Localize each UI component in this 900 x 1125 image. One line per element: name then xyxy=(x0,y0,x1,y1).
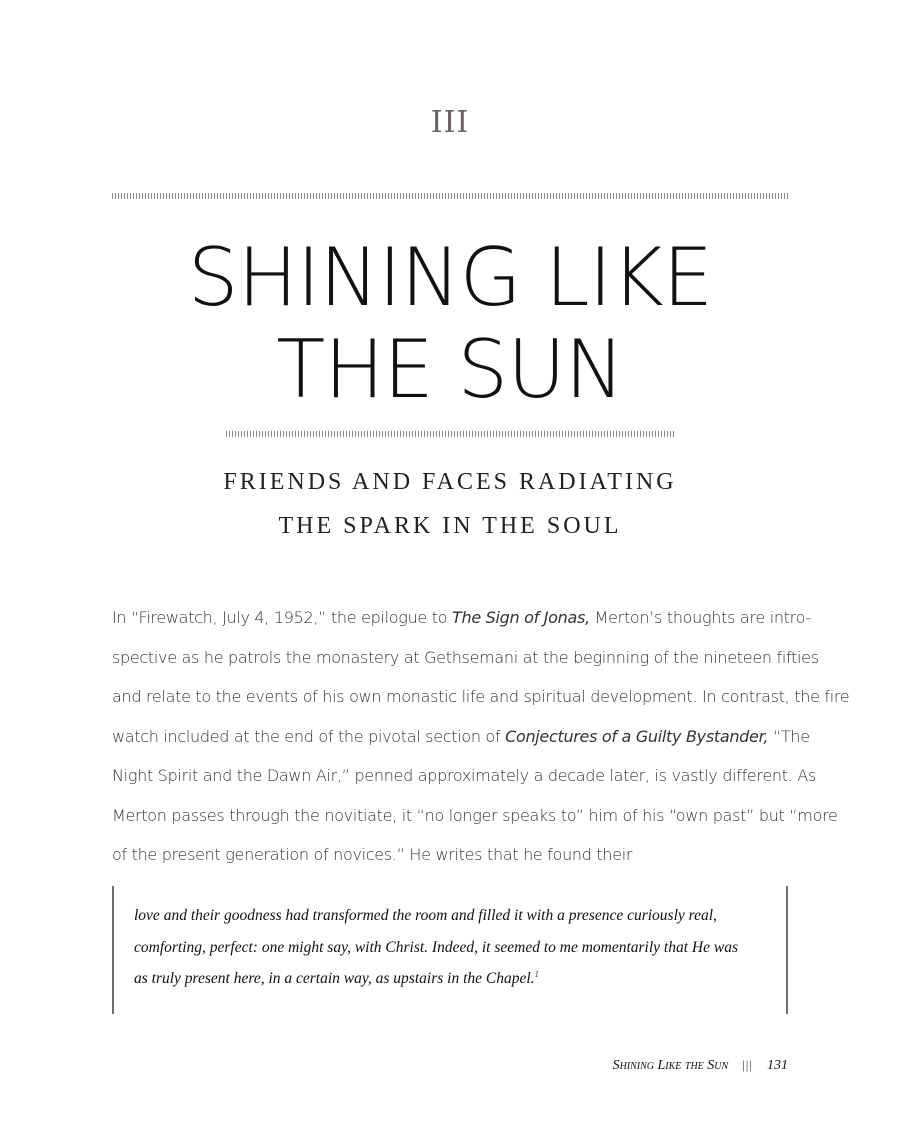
chapter-subtitle xyxy=(0,460,900,548)
body-paragraph xyxy=(112,598,850,875)
body-line: Night Spirit and the Dawn Air,” penned approximately a decade later, is vastly different. As xyxy=(112,766,816,785)
running-title: Shining Like the Sun xyxy=(612,1058,729,1073)
quote-line xyxy=(134,963,774,995)
book-title-conjectures: Conjectures of a Guilty Bystander, xyxy=(505,726,769,746)
quotation-text xyxy=(134,900,774,995)
book-title-sign-of-jonas: The Sign of Jonas, xyxy=(452,608,590,627)
chapter-title-line-1: SHINING LIKE xyxy=(187,231,713,324)
body-line: of the present generation of novices.” He writes that he found their xyxy=(112,845,633,864)
body-line xyxy=(112,598,811,638)
chapter-title xyxy=(0,232,900,416)
body-line: Merton passes through the novitiate, it “no longer speaks to” him of his “own past” but “more xyxy=(112,805,838,825)
subtitle-line-1: FRIENDS AND FACES RADIATING xyxy=(223,469,677,495)
top-decorative-rule xyxy=(112,193,788,199)
body-line: and relate to the events of his own monastic life and spiritual development. In contrast, the fire xyxy=(112,687,850,706)
body-text-run: watch included at the end of the pivotal section of xyxy=(112,726,506,746)
quote-line: comforting, perfect: one might say, with Christ. Indeed, it seemed to me momentarily that He was xyxy=(134,938,738,956)
body-text-run: Merton’s thoughts are intro- xyxy=(589,608,811,627)
body-line xyxy=(112,717,810,757)
body-text-run: “The xyxy=(768,726,810,746)
running-footer xyxy=(613,1057,788,1074)
subtitle-line-2: THE SPARK IN THE SOUL xyxy=(278,513,622,539)
page-number: 131 xyxy=(767,1058,788,1073)
quote-line: love and their goodness had transformed the room and filled it with a presence curiously real, xyxy=(134,907,717,924)
part-numeral: III xyxy=(430,105,470,140)
body-line: spective as he patrols the monastery at Gethsemani at the beginning of the nineteen fifties xyxy=(112,647,819,667)
middle-decorative-rule xyxy=(226,431,674,437)
block-quotation xyxy=(112,886,788,1014)
footnote-reference-link[interactable]: 1 xyxy=(534,968,540,979)
chapter-title-line-2: THE SUN xyxy=(276,323,624,416)
footer-separator: ||| xyxy=(742,1057,753,1072)
body-text-run: In “Firewatch, July 4, 1952,” the epilogue to xyxy=(112,608,453,627)
quote-text-run: as truly present here, in a certain way, as upstairs in the Chapel. xyxy=(134,970,535,987)
